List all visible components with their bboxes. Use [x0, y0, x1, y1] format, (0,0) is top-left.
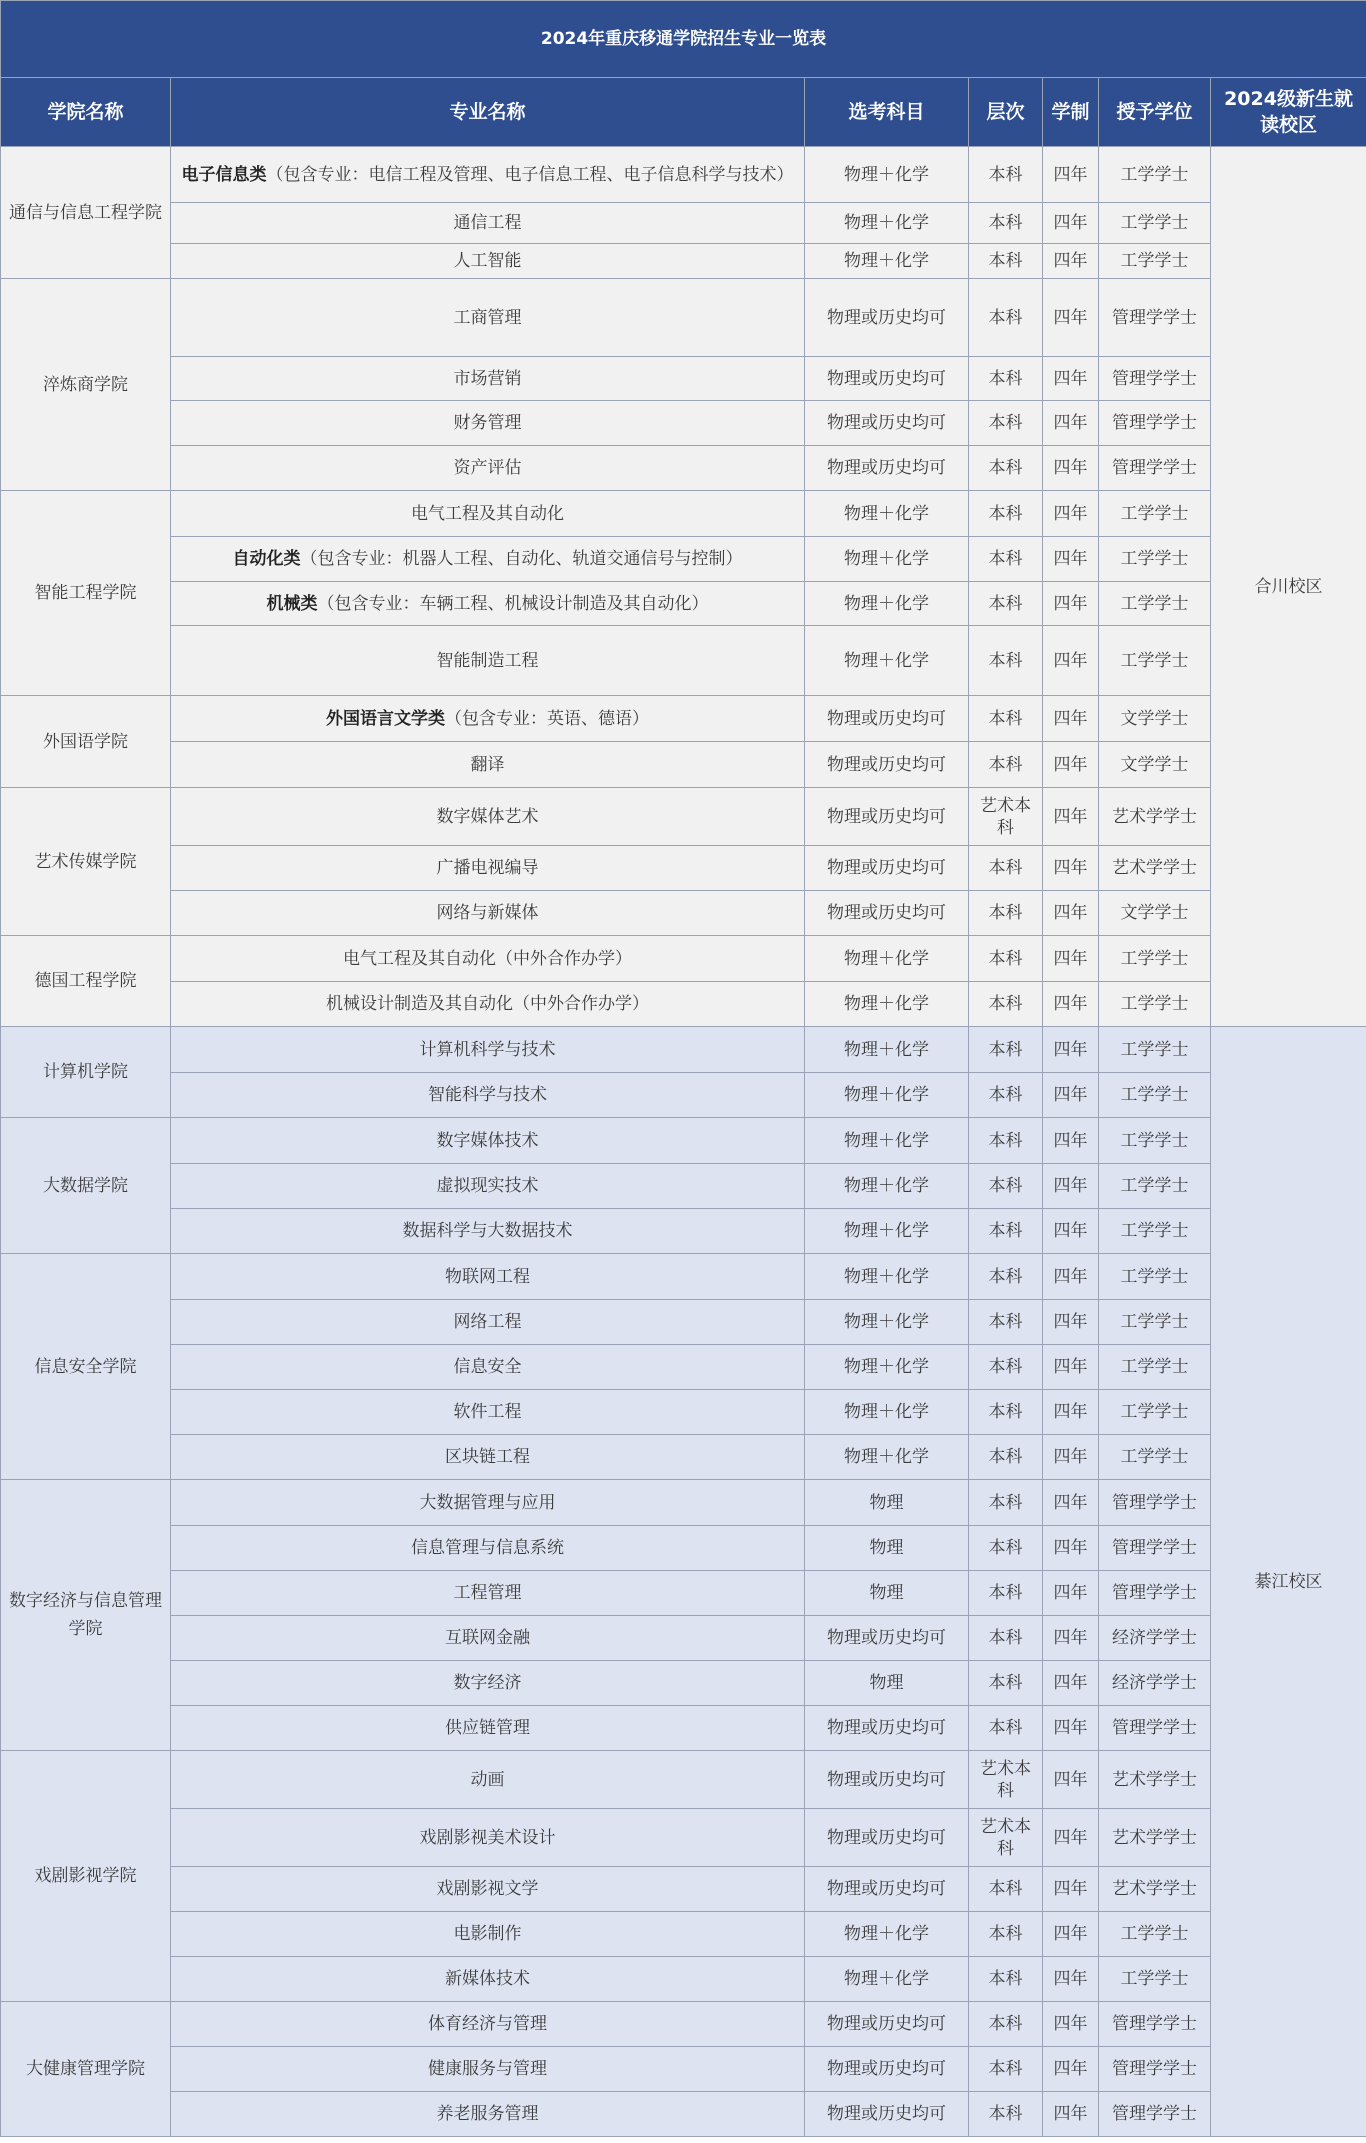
- subjects-cell: 物理＋化学: [805, 936, 969, 982]
- degree-cell: 工学学士: [1099, 1073, 1211, 1118]
- major-name: 新媒体技术: [171, 1957, 805, 2002]
- level-cell: 本科: [969, 537, 1043, 582]
- table-row: [1, 401, 1366, 446]
- subjects-cell: 物理或历史均可: [805, 357, 969, 401]
- major-name: 计算机科学与技术: [171, 1027, 805, 1073]
- subjects-cell: 物理＋化学: [805, 203, 969, 244]
- college-name: 计算机学院: [1, 1027, 171, 1118]
- duration-cell: 四年: [1043, 1706, 1099, 1751]
- campus-cell: 綦江校区: [1211, 1027, 1366, 2137]
- table-row: [1, 1435, 1366, 1480]
- degree-cell: 管理学学士: [1099, 401, 1211, 446]
- major-included-note: （包含专业：电信工程及管理、电子信息工程、电子信息科学与技术）: [266, 164, 794, 185]
- table-row: [1, 1867, 1366, 1912]
- subjects-cell: 物理: [805, 1480, 969, 1526]
- level-cell: 本科: [969, 582, 1043, 626]
- degree-cell: 管理学学士: [1099, 2002, 1211, 2047]
- header-duration: 学制: [1043, 78, 1099, 147]
- degree-cell: 管理学学士: [1099, 1706, 1211, 1751]
- major-name: 资产评估: [171, 446, 805, 491]
- degree-cell: 工学学士: [1099, 1435, 1211, 1480]
- degree-cell: 管理学学士: [1099, 2092, 1211, 2137]
- table-row: [1, 1209, 1366, 1254]
- duration-cell: 四年: [1043, 1616, 1099, 1661]
- degree-cell: 工学学士: [1099, 1300, 1211, 1345]
- major-included-note: （包含专业：机器人工程、自动化、轨道交通信号与控制）: [300, 549, 743, 569]
- degree-cell: 管理学学士: [1099, 2047, 1211, 2092]
- subjects-cell: 物理或历史均可: [805, 846, 969, 891]
- degree-cell: 文学学士: [1099, 742, 1211, 788]
- level-cell: 本科: [969, 1027, 1043, 1073]
- major-name: 信息安全: [171, 1345, 805, 1390]
- degree-cell: 工学学士: [1099, 1164, 1211, 1209]
- subjects-cell: 物理: [805, 1661, 969, 1706]
- major-name: 戏剧影视美术设计: [171, 1809, 805, 1867]
- page-title: 2024年重庆移通学院招生专业一览表: [1, 1, 1366, 78]
- subjects-cell: 物理＋化学: [805, 1390, 969, 1435]
- subjects-cell: 物理或历史均可: [805, 1616, 969, 1661]
- major-name: 工程管理: [171, 1571, 805, 1616]
- major-name: 人工智能: [171, 244, 805, 279]
- duration-cell: 四年: [1043, 1912, 1099, 1957]
- major-name: 电影制作: [171, 1912, 805, 1957]
- degree-cell: 艺术学学士: [1099, 1867, 1211, 1912]
- degree-cell: 工学学士: [1099, 936, 1211, 982]
- major-name: 通信工程: [171, 203, 805, 244]
- degree-cell: 文学学士: [1099, 891, 1211, 936]
- table-body: [1, 147, 1366, 2137]
- subjects-cell: 物理＋化学: [805, 1164, 969, 1209]
- major-name: 虚拟现实技术: [171, 1164, 805, 1209]
- table-row: [1, 1118, 1366, 1164]
- level-cell: 艺术本科: [969, 788, 1043, 846]
- degree-cell: 经济学学士: [1099, 1616, 1211, 1661]
- major-name: 广播电视编导: [171, 846, 805, 891]
- major-name: 信息管理与信息系统: [171, 1526, 805, 1571]
- duration-cell: 四年: [1043, 1209, 1099, 1254]
- degree-cell: 管理学学士: [1099, 1571, 1211, 1616]
- major-name: 物联网工程: [171, 1254, 805, 1300]
- level-cell: 本科: [969, 1480, 1043, 1526]
- college-name: 戏剧影视学院: [1, 1751, 171, 2002]
- table-row: [1, 1027, 1366, 1073]
- subjects-cell: 物理或历史均可: [805, 2047, 969, 2092]
- table-row: [1, 1164, 1366, 1209]
- table-row: [1, 279, 1366, 357]
- level-cell: 本科: [969, 2092, 1043, 2137]
- header-major: 专业名称: [171, 78, 805, 147]
- major-name: 戏剧影视文学: [171, 1867, 805, 1912]
- header-subjects: 选考科目: [805, 78, 969, 147]
- table-row: [1, 491, 1366, 537]
- duration-cell: 四年: [1043, 1480, 1099, 1526]
- major-name: 翻译: [171, 742, 805, 788]
- major-name: 动画: [171, 1751, 805, 1809]
- major-category: 自动化类: [232, 549, 301, 569]
- subjects-cell: 物理或历史均可: [805, 696, 969, 742]
- major-name: 电气工程及其自动化（中外合作办学）: [171, 936, 805, 982]
- table-row: [1, 1345, 1366, 1390]
- table-row: [1, 846, 1366, 891]
- table-row: [1, 2092, 1366, 2137]
- table-row: [1, 1957, 1366, 2002]
- duration-cell: 四年: [1043, 1390, 1099, 1435]
- major-name: 健康服务与管理: [171, 2047, 805, 2092]
- subjects-cell: 物理＋化学: [805, 1345, 969, 1390]
- duration-cell: 四年: [1043, 357, 1099, 401]
- duration-cell: 四年: [1043, 742, 1099, 788]
- subjects-cell: 物理或历史均可: [805, 891, 969, 936]
- table-row: [1, 1571, 1366, 1616]
- degree-cell: 工学学士: [1099, 1118, 1211, 1164]
- duration-cell: 四年: [1043, 788, 1099, 846]
- duration-cell: 四年: [1043, 846, 1099, 891]
- college-name: 信息安全学院: [1, 1254, 171, 1480]
- major-name: [171, 696, 805, 742]
- level-cell: 本科: [969, 1164, 1043, 1209]
- duration-cell: 四年: [1043, 1300, 1099, 1345]
- table-row: [1, 2047, 1366, 2092]
- duration-cell: 四年: [1043, 1751, 1099, 1809]
- level-cell: 本科: [969, 1661, 1043, 1706]
- table-row: [1, 2002, 1366, 2047]
- degree-cell: 艺术学学士: [1099, 788, 1211, 846]
- duration-cell: 四年: [1043, 1118, 1099, 1164]
- header-college: 学院名称: [1, 78, 171, 147]
- duration-cell: 四年: [1043, 936, 1099, 982]
- level-cell: 本科: [969, 147, 1043, 203]
- subjects-cell: 物理＋化学: [805, 244, 969, 279]
- duration-cell: 四年: [1043, 1809, 1099, 1867]
- major-name: 智能科学与技术: [171, 1073, 805, 1118]
- level-cell: 本科: [969, 846, 1043, 891]
- subjects-cell: 物理: [805, 1526, 969, 1571]
- degree-cell: 艺术学学士: [1099, 846, 1211, 891]
- major-name: [171, 537, 805, 582]
- table-row: [1, 1912, 1366, 1957]
- table-row: [1, 982, 1366, 1027]
- degree-cell: 工学学士: [1099, 982, 1211, 1027]
- degree-cell: 工学学士: [1099, 1027, 1211, 1073]
- degree-cell: 工学学士: [1099, 203, 1211, 244]
- level-cell: 本科: [969, 1571, 1043, 1616]
- subjects-cell: 物理＋化学: [805, 582, 969, 626]
- level-cell: 本科: [969, 244, 1043, 279]
- table-row: [1, 1706, 1366, 1751]
- duration-cell: 四年: [1043, 279, 1099, 357]
- duration-cell: 四年: [1043, 1073, 1099, 1118]
- table-row: [1, 147, 1366, 203]
- level-cell: 本科: [969, 491, 1043, 537]
- duration-cell: 四年: [1043, 1164, 1099, 1209]
- subjects-cell: 物理＋化学: [805, 626, 969, 696]
- subjects-cell: 物理＋化学: [805, 982, 969, 1027]
- degree-cell: 工学学士: [1099, 626, 1211, 696]
- level-cell: 本科: [969, 1254, 1043, 1300]
- degree-cell: 工学学士: [1099, 582, 1211, 626]
- major-name: 养老服务管理: [171, 2092, 805, 2137]
- degree-cell: 经济学学士: [1099, 1661, 1211, 1706]
- duration-cell: 四年: [1043, 1571, 1099, 1616]
- level-cell: 本科: [969, 1706, 1043, 1751]
- level-cell: 艺术本科: [969, 1809, 1043, 1867]
- table-row: [1, 1751, 1366, 1809]
- table-row: [1, 582, 1366, 626]
- college-name: 大健康管理学院: [1, 2002, 171, 2137]
- major-name: [171, 147, 805, 203]
- major-name: 网络工程: [171, 1300, 805, 1345]
- duration-cell: 四年: [1043, 2002, 1099, 2047]
- major-name: 大数据管理与应用: [171, 1480, 805, 1526]
- table-row: [1, 1390, 1366, 1435]
- subjects-cell: 物理或历史均可: [805, 1867, 969, 1912]
- duration-cell: 四年: [1043, 1027, 1099, 1073]
- table-row: [1, 1073, 1366, 1118]
- table-row: [1, 1616, 1366, 1661]
- duration-cell: 四年: [1043, 1254, 1099, 1300]
- subjects-cell: 物理＋化学: [805, 1073, 969, 1118]
- major-name: 供应链管理: [171, 1706, 805, 1751]
- table-row: [1, 1480, 1366, 1526]
- major-name: [171, 582, 805, 626]
- duration-cell: 四年: [1043, 2047, 1099, 2092]
- college-name: 大数据学院: [1, 1118, 171, 1254]
- major-name: 数字媒体技术: [171, 1118, 805, 1164]
- level-cell: 本科: [969, 696, 1043, 742]
- level-cell: 本科: [969, 203, 1043, 244]
- header-level: 层次: [969, 78, 1043, 147]
- subjects-cell: 物理＋化学: [805, 537, 969, 582]
- subjects-cell: 物理或历史均可: [805, 2092, 969, 2137]
- college-name: 淬炼商学院: [1, 279, 171, 491]
- table-row: [1, 1254, 1366, 1300]
- major-name: 数字媒体艺术: [171, 788, 805, 846]
- table-row: [1, 696, 1366, 742]
- duration-cell: 四年: [1043, 1661, 1099, 1706]
- level-cell: 本科: [969, 446, 1043, 491]
- subjects-cell: 物理＋化学: [805, 1912, 969, 1957]
- duration-cell: 四年: [1043, 1526, 1099, 1571]
- duration-cell: 四年: [1043, 244, 1099, 279]
- header-degree: 授予学位: [1099, 78, 1211, 147]
- subjects-cell: 物理或历史均可: [805, 788, 969, 846]
- major-included-note: （包含专业：车辆工程、机械设计制造及其自动化）: [317, 593, 709, 614]
- degree-cell: 工学学士: [1099, 1345, 1211, 1390]
- major-name: 智能制造工程: [171, 626, 805, 696]
- subjects-cell: 物理＋化学: [805, 1254, 969, 1300]
- table-row: [1, 742, 1366, 788]
- degree-cell: 艺术学学士: [1099, 1809, 1211, 1867]
- degree-cell: 工学学士: [1099, 147, 1211, 203]
- duration-cell: 四年: [1043, 2092, 1099, 2137]
- level-cell: 本科: [969, 742, 1043, 788]
- degree-cell: 工学学士: [1099, 1254, 1211, 1300]
- level-cell: 本科: [969, 1390, 1043, 1435]
- table-row: [1, 244, 1366, 279]
- duration-cell: 四年: [1043, 537, 1099, 582]
- degree-cell: 工学学士: [1099, 1209, 1211, 1254]
- table-row: [1, 1809, 1366, 1867]
- degree-cell: 艺术学学士: [1099, 1751, 1211, 1809]
- degree-cell: 工学学士: [1099, 1912, 1211, 1957]
- table-row: [1, 1661, 1366, 1706]
- major-name: 软件工程: [171, 1390, 805, 1435]
- subjects-cell: 物理＋化学: [805, 1118, 969, 1164]
- table-row: [1, 626, 1366, 696]
- degree-cell: 工学学士: [1099, 1390, 1211, 1435]
- subjects-cell: 物理或历史均可: [805, 742, 969, 788]
- duration-cell: 四年: [1043, 491, 1099, 537]
- major-name: 数据科学与大数据技术: [171, 1209, 805, 1254]
- subjects-cell: 物理＋化学: [805, 1300, 969, 1345]
- duration-cell: 四年: [1043, 203, 1099, 244]
- table-row: [1, 936, 1366, 982]
- major-name: 互联网金融: [171, 1616, 805, 1661]
- subjects-cell: 物理＋化学: [805, 1027, 969, 1073]
- subjects-cell: 物理＋化学: [805, 1209, 969, 1254]
- college-name: 数字经济与信息管理学院: [1, 1480, 171, 1751]
- degree-cell: 管理学学士: [1099, 357, 1211, 401]
- college-name: 智能工程学院: [1, 491, 171, 696]
- major-name: 机械设计制造及其自动化（中外合作办学）: [171, 982, 805, 1027]
- level-cell: 本科: [969, 357, 1043, 401]
- college-name: 外国语学院: [1, 696, 171, 788]
- degree-cell: 管理学学士: [1099, 279, 1211, 357]
- level-cell: 本科: [969, 1073, 1043, 1118]
- duration-cell: 四年: [1043, 1867, 1099, 1912]
- subjects-cell: 物理或历史均可: [805, 401, 969, 446]
- major-name: 区块链工程: [171, 1435, 805, 1480]
- subjects-cell: 物理或历史均可: [805, 2002, 969, 2047]
- level-cell: 本科: [969, 982, 1043, 1027]
- table-row: [1, 1300, 1366, 1345]
- level-cell: 本科: [969, 1616, 1043, 1661]
- duration-cell: 四年: [1043, 147, 1099, 203]
- level-cell: 本科: [969, 626, 1043, 696]
- table-row: [1, 788, 1366, 846]
- level-cell: 本科: [969, 1526, 1043, 1571]
- campus-cell: 合川校区: [1211, 147, 1366, 1027]
- level-cell: 本科: [969, 1345, 1043, 1390]
- duration-cell: 四年: [1043, 1345, 1099, 1390]
- level-cell: 本科: [969, 1435, 1043, 1480]
- duration-cell: 四年: [1043, 696, 1099, 742]
- degree-cell: 工学学士: [1099, 537, 1211, 582]
- level-cell: 本科: [969, 1209, 1043, 1254]
- duration-cell: 四年: [1043, 982, 1099, 1027]
- college-name: 通信与信息工程学院: [1, 147, 171, 279]
- subjects-cell: 物理＋化学: [805, 147, 969, 203]
- level-cell: 本科: [969, 2047, 1043, 2092]
- level-cell: 本科: [969, 1957, 1043, 2002]
- level-cell: 艺术本科: [969, 1751, 1043, 1809]
- degree-cell: 工学学士: [1099, 1957, 1211, 2002]
- level-cell: 本科: [969, 279, 1043, 357]
- duration-cell: 四年: [1043, 446, 1099, 491]
- major-name: 财务管理: [171, 401, 805, 446]
- college-name: 艺术传媒学院: [1, 788, 171, 936]
- duration-cell: 四年: [1043, 1957, 1099, 2002]
- subjects-cell: 物理: [805, 1571, 969, 1616]
- major-name: 网络与新媒体: [171, 891, 805, 936]
- table-row: [1, 537, 1366, 582]
- degree-cell: 文学学士: [1099, 696, 1211, 742]
- degree-cell: 管理学学士: [1099, 1480, 1211, 1526]
- duration-cell: 四年: [1043, 1435, 1099, 1480]
- subjects-cell: 物理或历史均可: [805, 1751, 969, 1809]
- major-category: 外国语言文学类: [326, 708, 445, 729]
- degree-cell: 工学学士: [1099, 244, 1211, 279]
- major-name: 工商管理: [171, 279, 805, 357]
- subjects-cell: 物理＋化学: [805, 1435, 969, 1480]
- level-cell: 本科: [969, 1867, 1043, 1912]
- header-campus: 2024级新生就读校区: [1211, 78, 1366, 147]
- subjects-cell: 物理或历史均可: [805, 279, 969, 357]
- level-cell: 本科: [969, 1912, 1043, 1957]
- degree-cell: 管理学学士: [1099, 1526, 1211, 1571]
- subjects-cell: 物理＋化学: [805, 491, 969, 537]
- level-cell: 本科: [969, 936, 1043, 982]
- major-name: 市场营销: [171, 357, 805, 401]
- table-row: [1, 891, 1366, 936]
- table-row: [1, 446, 1366, 491]
- degree-cell: 管理学学士: [1099, 446, 1211, 491]
- level-cell: 本科: [969, 891, 1043, 936]
- major-category: 机械类: [266, 593, 318, 614]
- duration-cell: 四年: [1043, 626, 1099, 696]
- table-row: [1, 357, 1366, 401]
- major-name: 数字经济: [171, 1661, 805, 1706]
- subjects-cell: 物理或历史均可: [805, 446, 969, 491]
- duration-cell: 四年: [1043, 401, 1099, 446]
- subjects-cell: 物理或历史均可: [805, 1706, 969, 1751]
- level-cell: 本科: [969, 1118, 1043, 1164]
- level-cell: 本科: [969, 401, 1043, 446]
- major-category: 电子信息类: [181, 164, 267, 185]
- subjects-cell: 物理或历史均可: [805, 1809, 969, 1867]
- degree-cell: 工学学士: [1099, 491, 1211, 537]
- major-name: 电气工程及其自动化: [171, 491, 805, 537]
- subjects-cell: 物理＋化学: [805, 1957, 969, 2002]
- level-cell: 本科: [969, 2002, 1043, 2047]
- duration-cell: 四年: [1043, 891, 1099, 936]
- table-row: [1, 1526, 1366, 1571]
- major-name: 体育经济与管理: [171, 2002, 805, 2047]
- duration-cell: 四年: [1043, 582, 1099, 626]
- table-row: [1, 203, 1366, 244]
- college-name: 德国工程学院: [1, 936, 171, 1027]
- major-included-note: （包含专业：英语、德语）: [445, 708, 649, 729]
- level-cell: 本科: [969, 1300, 1043, 1345]
